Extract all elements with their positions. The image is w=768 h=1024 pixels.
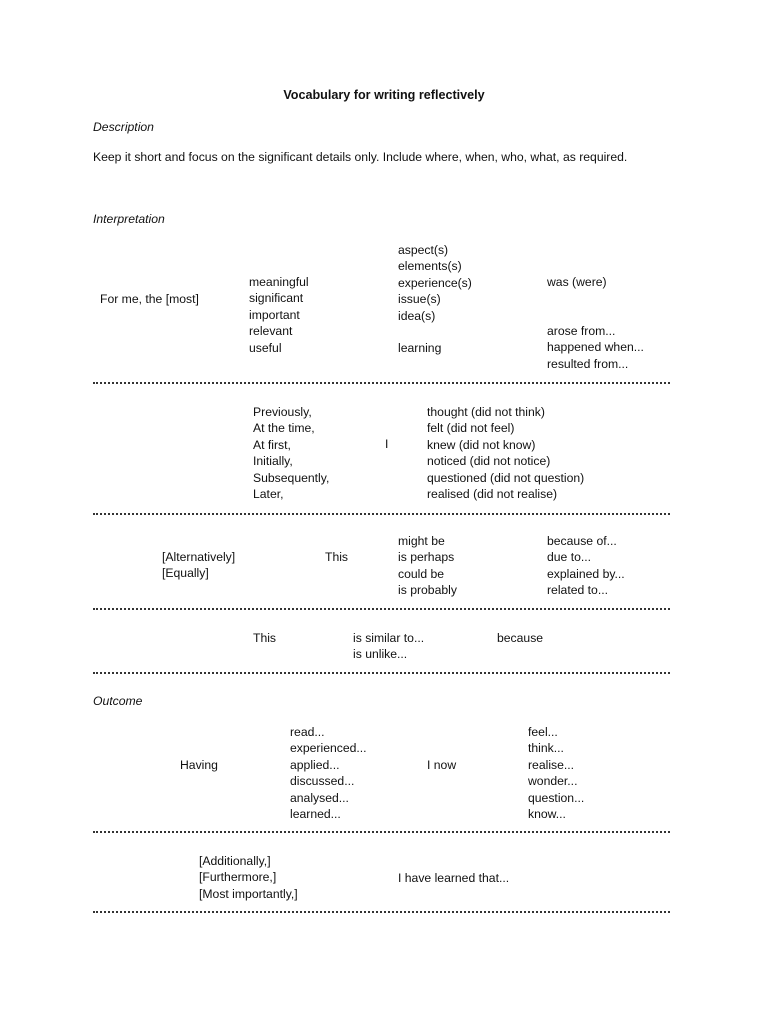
participle-item: learned...: [290, 806, 341, 821]
adverb-item: At first,: [253, 437, 291, 452]
pronoun: I: [385, 437, 389, 451]
modal-item: is probably: [398, 583, 457, 598]
participle-list: [290, 724, 367, 822]
adverb-list: [253, 404, 329, 502]
outcome-verb-item: feel...: [528, 725, 558, 739]
adverb-item: Subsequently,: [253, 470, 330, 485]
adjective-item: important: [249, 307, 300, 322]
outcome-verb-item: question...: [528, 790, 585, 805]
noun-item: learning: [398, 341, 442, 355]
participle-item: read...: [290, 725, 325, 739]
connector-item: [Additionally,]: [199, 854, 271, 868]
subject: This: [253, 631, 277, 645]
outcome-verb-item: know...: [528, 806, 566, 821]
lead-phrase: For me, the [most]: [100, 292, 199, 306]
connector-item: [Equally]: [162, 566, 209, 581]
description-text: Keep it short and focus on the significant details only. Include where, when, who, what, as required.: [93, 150, 628, 164]
adjective-item: useful: [249, 340, 282, 355]
connector-item: [Alternatively]: [162, 550, 236, 564]
outcome-verb-list: [528, 724, 584, 822]
noun-item: idea(s): [398, 308, 436, 323]
lead-phrase: Having: [180, 758, 218, 772]
verb-phrase: was (were): [547, 275, 607, 289]
noun-item: aspect(s): [398, 243, 449, 257]
connector-item: [Most importantly,]: [199, 886, 298, 901]
modal-item: is perhaps: [398, 550, 455, 565]
verb-item: thought (did not think): [427, 405, 545, 419]
participle-item: experienced...: [290, 741, 367, 756]
dotted-divider: [93, 513, 670, 515]
page-title: Vocabulary for writing reflectively: [283, 88, 485, 102]
outcome-item: happened when...: [547, 340, 644, 355]
verb-list: [427, 404, 584, 502]
outcome-verb-item: realise...: [528, 757, 575, 772]
noun-item: issue(s): [398, 292, 441, 307]
participle-item: analysed...: [290, 790, 349, 805]
reason-item: related to...: [547, 583, 608, 598]
dotted-divider: [93, 831, 670, 833]
reason-item: explained by...: [547, 566, 625, 581]
verb-item: felt (did not feel): [427, 421, 515, 436]
connector-item: [Furthermore,]: [199, 870, 277, 885]
noun-item: elements(s): [398, 259, 462, 274]
participle-item: discussed...: [290, 774, 355, 789]
noun-item: experience(s): [398, 275, 472, 290]
verb-item: knew (did not know): [427, 437, 536, 452]
reason-item: due to...: [547, 550, 592, 565]
verb-item: questioned (did not question): [427, 470, 585, 485]
adverb-item: At the time,: [253, 421, 315, 436]
comparison-item: is unlike...: [353, 647, 408, 662]
modal-item: might be: [398, 534, 445, 548]
reason-list: [547, 533, 625, 599]
dotted-divider: [93, 911, 670, 913]
outcome-verb-item: wonder...: [528, 774, 578, 789]
noun-list: [398, 242, 472, 324]
modal-list: [398, 533, 457, 599]
subject: This: [325, 550, 349, 564]
dotted-divider: [93, 382, 670, 384]
interpretation-heading: Interpretation: [93, 212, 165, 226]
outcome-verb-item: think...: [528, 741, 564, 756]
outcome-item: resulted from...: [547, 356, 629, 371]
adjective-item: significant: [249, 291, 304, 306]
reason-item: because of...: [547, 534, 617, 548]
dotted-divider: [93, 672, 670, 674]
subject: I now: [427, 758, 457, 772]
connector-list: [199, 853, 298, 902]
connector-list: [162, 549, 235, 582]
adverb-item: Previously,: [253, 405, 312, 419]
adjective-item: meaningful: [249, 275, 309, 289]
modal-item: could be: [398, 566, 445, 581]
outcome-item: arose from...: [547, 324, 616, 338]
outcome-heading: Outcome: [93, 694, 143, 708]
participle-item: applied...: [290, 757, 340, 772]
verb-item: realised (did not realise): [427, 486, 558, 501]
verb-item: noticed (did not notice): [427, 454, 551, 469]
dotted-divider: [93, 608, 670, 610]
adjective-list: [249, 274, 309, 356]
adverb-item: Later,: [253, 486, 284, 501]
comparison-item: is similar to...: [353, 631, 425, 645]
comparison-list: [353, 630, 424, 663]
adverb-item: Initially,: [253, 454, 293, 469]
conjunction: because: [497, 631, 544, 645]
outcome-list: [547, 323, 644, 372]
learned-phrase: I have learned that...: [398, 871, 510, 885]
description-heading: Description: [93, 120, 154, 134]
adjective-item: relevant: [249, 324, 293, 339]
